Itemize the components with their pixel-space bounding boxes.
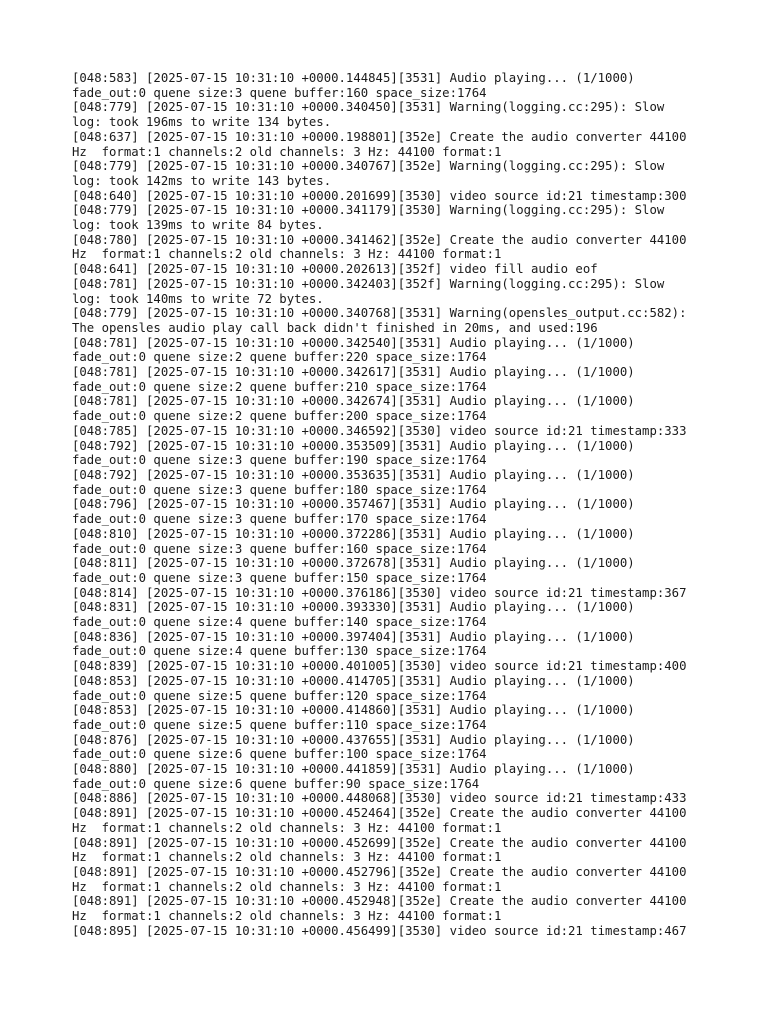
log-line: log: took 140ms to write 72 bytes. [72,291,324,306]
log-line: fade_out:0 quene size:2 quene buffer:210 space_size:1764 [72,379,487,394]
log-line: Hz format:1 channels:2 old channels: 3 Hz: 44100 format:1 [72,247,502,262]
log-line: [048:779] [2025-07-15 10:31:10 +0000.340767][352e] Warning(logging.cc:295): Slow [72,159,665,174]
log-line: fade_out:0 quene size:5 quene buffer:110 space_size:1764 [72,717,487,732]
log-line: log: took 196ms to write 134 bytes. [72,115,332,130]
log-line: [048:853] [2025-07-15 10:31:10 +0000.414705][3531] Audio playing... (1/1000) [72,673,635,688]
log-line: [048:781] [2025-07-15 10:31:10 +0000.342617][3531] Audio playing... (1/1000) [72,365,635,380]
log-line: [048:876] [2025-07-15 10:31:10 +0000.437655][3531] Audio playing... (1/1000) [72,732,635,747]
log-line: fade_out:0 quene size:4 quene buffer:140 space_size:1764 [72,615,487,630]
log-line: [048:792] [2025-07-15 10:31:10 +0000.353509][3531] Audio playing... (1/1000) [72,438,635,453]
log-line: [048:640] [2025-07-15 10:31:10 +0000.201699][3530] video source id:21 timestamp:300 [72,188,687,203]
log-line: [048:880] [2025-07-15 10:31:10 +0000.441859][3531] Audio playing... (1/1000) [72,762,635,777]
log-line: [048:781] [2025-07-15 10:31:10 +0000.342403][352f] Warning(logging.cc:295): Slow [72,276,665,291]
log-line: The opensles audio play call back didn't finished in 20ms, and used:196 [72,320,598,335]
log-line: [048:779] [2025-07-15 10:31:10 +0000.340450][3531] Warning(logging.cc:295): Slow [72,100,665,115]
log-line: [048:831] [2025-07-15 10:31:10 +0000.393330][3531] Audio playing... (1/1000) [72,600,635,615]
log-line: [048:796] [2025-07-15 10:31:10 +0000.357467][3531] Audio playing... (1/1000) [72,497,635,512]
log-line: [048:779] [2025-07-15 10:31:10 +0000.340768][3531] Warning(opensles_output.cc:582): [72,306,687,321]
log-line: [048:836] [2025-07-15 10:31:10 +0000.397404][3531] Audio playing... (1/1000) [72,629,635,644]
log-line: fade_out:0 quene size:3 quene buffer:170 space_size:1764 [72,512,487,527]
log-line: fade_out:0 quene size:3 quene buffer:150 space_size:1764 [72,570,487,585]
log-line: fade_out:0 quene size:3 quene buffer:160 space_size:1764 [72,541,487,556]
log-line: [048:641] [2025-07-15 10:31:10 +0000.202613][352f] video fill audio eof [72,262,598,277]
log-line: Hz format:1 channels:2 old channels: 3 Hz: 44100 format:1 [72,820,502,835]
log-line: [048:891] [2025-07-15 10:31:10 +0000.452948][352e] Create the audio converter 44100 [72,894,687,909]
log-line: fade_out:0 quene size:6 quene buffer:90 space_size:1764 [72,776,480,791]
log-line: fade_out:0 quene size:2 quene buffer:200 space_size:1764 [72,409,487,424]
log-line: fade_out:0 quene size:3 quene buffer:190 space_size:1764 [72,453,487,468]
log-line: fade_out:0 quene size:3 quene buffer:160 space_size:1764 [72,85,487,100]
log-line: [048:811] [2025-07-15 10:31:10 +0000.372678][3531] Audio playing... (1/1000) [72,556,635,571]
log-line: [048:891] [2025-07-15 10:31:10 +0000.452796][352e] Create the audio converter 44100 [72,864,687,879]
log-line: Hz format:1 channels:2 old channels: 3 Hz: 44100 format:1 [72,850,502,865]
log-line: [048:781] [2025-07-15 10:31:10 +0000.342540][3531] Audio playing... (1/1000) [72,335,635,350]
log-line: [048:886] [2025-07-15 10:31:10 +0000.448068][3530] video source id:21 timestamp:433 [72,791,687,806]
log-line: Hz format:1 channels:2 old channels: 3 Hz: 44100 format:1 [72,144,502,159]
log-line: fade_out:0 quene size:4 quene buffer:130 space_size:1764 [72,644,487,659]
log-line: log: took 142ms to write 143 bytes. [72,173,332,188]
log-line: fade_out:0 quene size:3 quene buffer:180 space_size:1764 [72,482,487,497]
log-line: fade_out:0 quene size:5 quene buffer:120 space_size:1764 [72,688,487,703]
log-line: [048:780] [2025-07-15 10:31:10 +0000.341462][352e] Create the audio converter 44100 [72,232,687,247]
log-line: fade_out:0 quene size:6 quene buffer:100 space_size:1764 [72,747,487,762]
log-line: [048:814] [2025-07-15 10:31:10 +0000.376186][3530] video source id:21 timestamp:367 [72,585,687,600]
log-line: Hz format:1 channels:2 old channels: 3 Hz: 44100 format:1 [72,879,502,894]
log-line: log: took 139ms to write 84 bytes. [72,218,324,233]
log-line: [048:895] [2025-07-15 10:31:10 +0000.456499][3530] video source id:21 timestamp:467 [72,923,687,938]
log-line: fade_out:0 quene size:2 quene buffer:220 space_size:1764 [72,350,487,365]
log-text [72,71,712,938]
log-line: [048:853] [2025-07-15 10:31:10 +0000.414860][3531] Audio playing... (1/1000) [72,703,635,718]
log-line: Hz format:1 channels:2 old channels: 3 Hz: 44100 format:1 [72,909,502,924]
log-line: [048:785] [2025-07-15 10:31:10 +0000.346592][3530] video source id:21 timestamp:333 [72,423,687,438]
log-line: [048:781] [2025-07-15 10:31:10 +0000.342674][3531] Audio playing... (1/1000) [72,394,635,409]
log-line: [048:779] [2025-07-15 10:31:10 +0000.341179][3530] Warning(logging.cc:295): Slow [72,203,665,218]
log-line: [048:891] [2025-07-15 10:31:10 +0000.452699][352e] Create the audio converter 44100 [72,835,687,850]
log-line: [048:637] [2025-07-15 10:31:10 +0000.198801][352e] Create the audio converter 44100 [72,129,687,144]
log-line: [048:583] [2025-07-15 10:31:10 +0000.144845][3531] Audio playing... (1/1000) [72,71,635,85]
log-line: [048:810] [2025-07-15 10:31:10 +0000.372286][3531] Audio playing... (1/1000) [72,526,635,541]
log-line: [048:792] [2025-07-15 10:31:10 +0000.353635][3531] Audio playing... (1/1000) [72,467,635,482]
log-line: [048:891] [2025-07-15 10:31:10 +0000.452464][352e] Create the audio converter 44100 [72,806,687,821]
log-line: [048:839] [2025-07-15 10:31:10 +0000.401005][3530] video source id:21 timestamp:400 [72,659,687,674]
